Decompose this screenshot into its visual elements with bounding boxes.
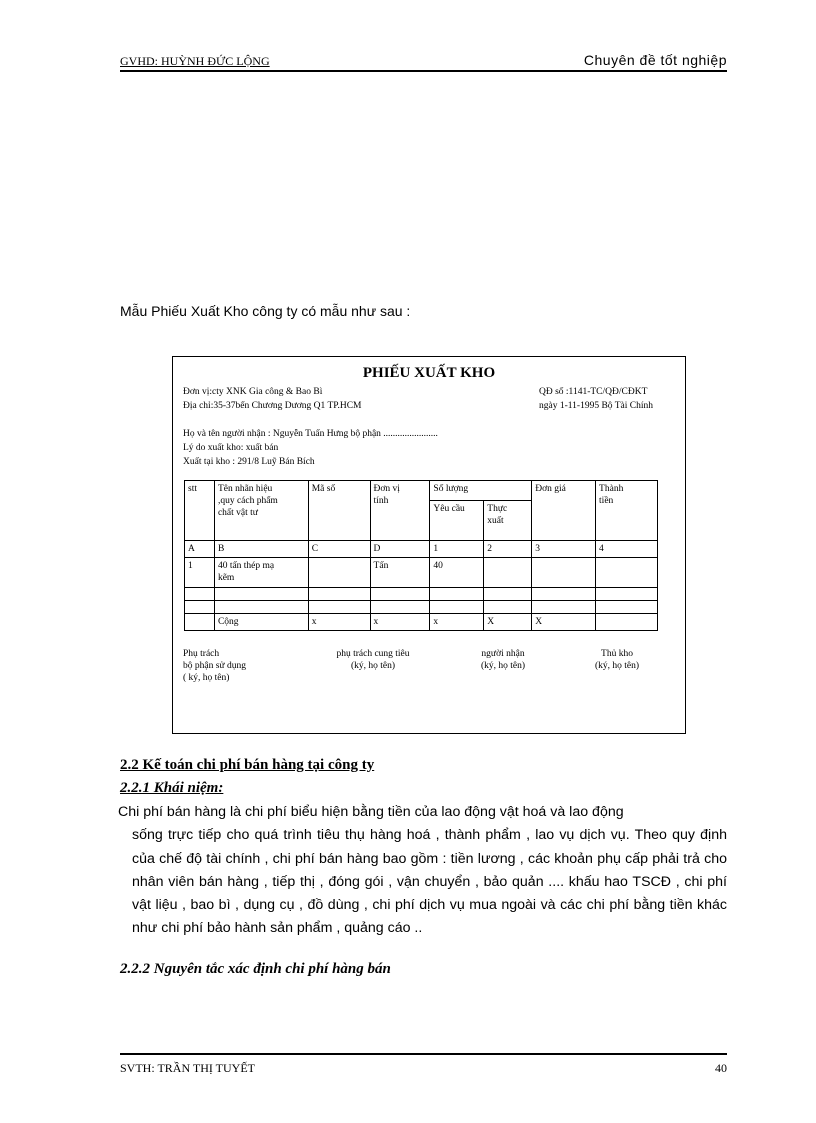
table-letter-row: A B C D 1 2 3 4 xyxy=(185,541,658,558)
col-price: Đơn giá xyxy=(532,481,596,541)
col-amount: Thành tiền xyxy=(596,481,658,541)
section-heading: 2.2 Kế toán chi phí bán hàng tại công ty xyxy=(120,757,375,773)
header-title: Chuyên đề tốt nghiệp xyxy=(583,52,727,68)
header-instructor: GVHD: HUỲNH ĐỨC LỘNG xyxy=(120,54,270,68)
warehouse-form xyxy=(172,356,686,734)
col-code: Mã số xyxy=(308,481,370,541)
subsection-concept: 2.2.1 Khái niệm: xyxy=(120,780,224,796)
footer-student: SVTH: TRẦN THỊ TUYẾT xyxy=(120,1061,255,1075)
sig-storekeeper: Thủ kho (ký, họ tên) xyxy=(594,649,640,671)
col-stt: stt xyxy=(185,481,215,541)
table-header-row xyxy=(185,481,658,501)
form-table xyxy=(184,480,658,631)
col-unit: Đơn vị tính xyxy=(370,481,430,541)
form-title: PHIẾU XUẤT KHO xyxy=(362,365,496,381)
col-name: Tên nhãn hiệu ,quy cách phẩm chất vật tư xyxy=(214,481,308,541)
form-unit: Đơn vị:cty XNK Gia công & Bao Bì xyxy=(183,387,323,397)
form-address: Địa chỉ:35-37bến Chương Dương Q1 TP.HCM xyxy=(183,401,362,411)
form-decision-date: ngày 1-11-1995 Bộ Tài Chính xyxy=(539,401,653,411)
page-number: 40 xyxy=(715,1061,727,1075)
page-header xyxy=(120,52,727,72)
table-row: 1 40 tấn thép mạ kẽm Tấn 40 xyxy=(185,558,658,588)
sig-receiver: người nhận (ký, họ tên) xyxy=(480,649,526,671)
form-receiver: Họ và tên người nhận : Nguyễn Tuấn Hưng bộ phận ....................... xyxy=(183,429,438,439)
intro-text: Mẫu Phiếu Xuất Kho công ty có mẫu như sau : xyxy=(120,303,411,319)
page-footer xyxy=(120,1053,727,1075)
col-qty-act: Thực xuất xyxy=(484,501,532,541)
table-total-row: Cộng x x x X X xyxy=(185,614,658,631)
sig-dept: Phụ trách bộ phận sử dụng ( ký, họ tên) xyxy=(183,649,246,683)
col-qty: Số lượng xyxy=(430,481,532,501)
form-decision: QĐ số :1141-TC/QĐ/CĐKT xyxy=(539,387,648,397)
form-warehouse: Xuất tại kho : 291/8 Luỹ Bán Bích xyxy=(183,457,315,467)
form-reason: Lý do xuất kho: xuất bán xyxy=(183,443,279,453)
subsection-principle: 2.2.2 Nguyên tắc xác định chi phí hàng bán xyxy=(120,961,391,977)
sig-supply: phụ trách cung tiêu (ký, họ tên) xyxy=(336,649,410,671)
table-row xyxy=(185,588,658,601)
concept-paragraph: Chi phí bán hàng là chi phí biểu hiện bằng tiền của lao động vật hoá và lao động sống trực tiếp cho quá trình tiêu thụ hàng hoá , thành phẩm , lao vụ dịch vụ. Theo quy định của chế độ tài chính , chi phí bán hàng bao gồm : tiền lương , các khoản phụ cấp phải trả cho nhân viên bán hàng , tiếp thị , đóng gói , vận chuyển , bảo quản .... khấu hao TSCĐ , chi phí vật liệu , bao bì , dụng cụ , đồ dùng , chi phí dịch vụ mua ngoài và các chi phí bằng tiền khác như chi phí bảo hành sản phẩm , quảng cáo .. xyxy=(118,804,727,937)
table-row xyxy=(185,601,658,614)
col-qty-req: Yêu cầu xyxy=(430,501,484,541)
